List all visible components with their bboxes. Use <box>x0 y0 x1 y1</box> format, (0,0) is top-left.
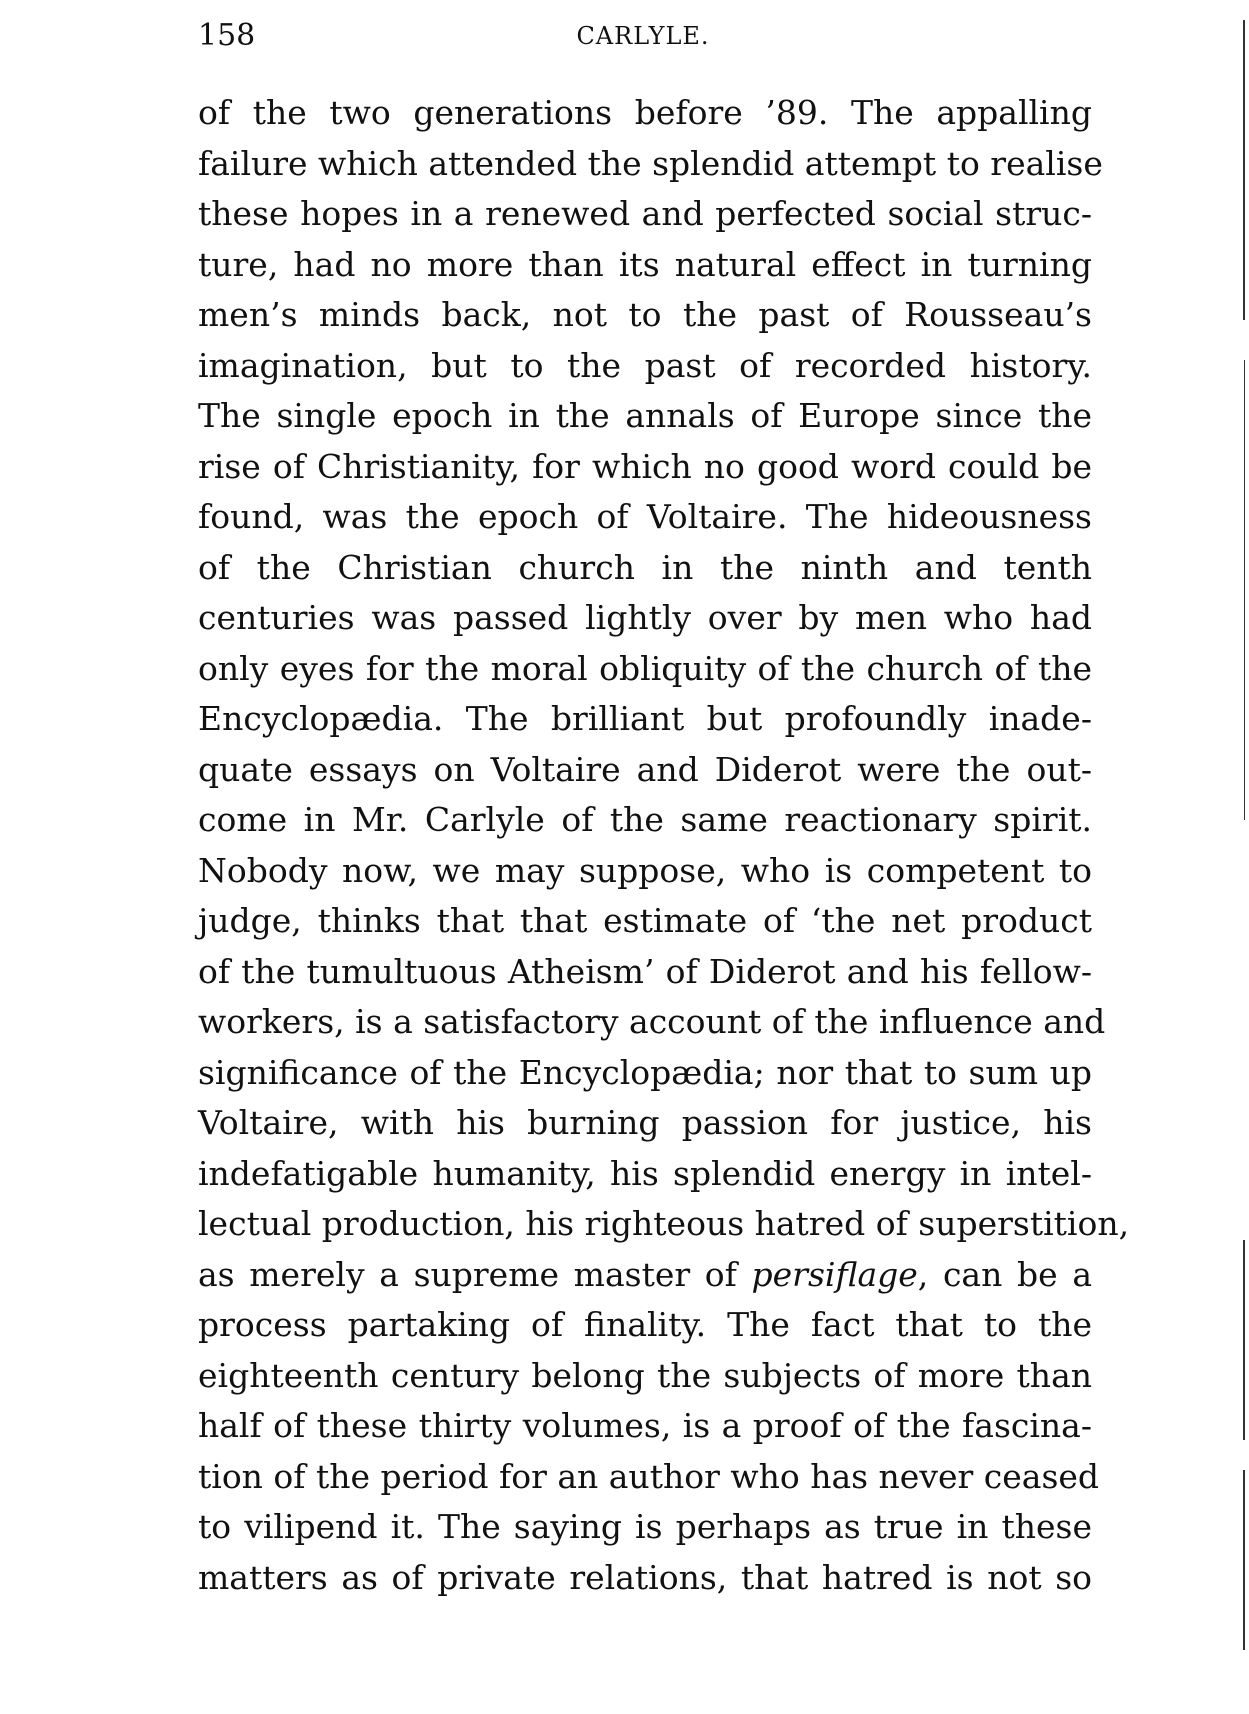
text-line: failure which attended the splendid attempt to realise <box>198 143 1103 183</box>
text-line: quate essays on Voltaire and Diderot were the out- <box>198 749 1092 789</box>
page-number: 158 <box>198 18 256 53</box>
text-line: centuries was passed lightly over by men who had <box>198 598 1092 637</box>
text-line: indefatigable humanity, his splendid energy in intel- <box>198 1153 1092 1193</box>
page-edge <box>1244 360 1245 820</box>
text-line: Nobody now, we may suppose, who is competent to <box>198 850 1092 890</box>
text-line: workers, is a satisfactory account of the influence and <box>198 1002 1106 1041</box>
page-edge <box>1243 20 1245 320</box>
text-line: come in Mr. Carlyle of the same reactionary spirit. <box>198 800 1092 839</box>
text-line: men’s minds back, not to the past of Rousseau’s <box>198 295 1092 334</box>
text-line: Encyclopædia. The brilliant but profoundly inade- <box>198 699 1092 738</box>
text-line: found, was the epoch of Voltaire. The hideousness <box>198 497 1092 536</box>
italic-word: persiflage <box>751 1254 918 1294</box>
text-line: of the Christian church in the ninth and tenth <box>198 547 1092 587</box>
text-line: rise of Christianity, for which no good word could be <box>198 446 1092 486</box>
page-edge <box>1243 1240 1245 1440</box>
text-line: tion of the period for an author who has never ceased <box>198 1456 1100 1496</box>
text-line: to vilipend it. The saying is perhaps as true in these <box>198 1507 1092 1546</box>
text-line: process partaking of finality. The fact that to the <box>198 1305 1092 1344</box>
body-text <box>198 88 1130 1603</box>
text-line: ture, had no more than its natural effect in turning <box>198 244 1092 284</box>
text-line: lectual production, his righteous hatred of superstition, <box>198 1204 1130 1243</box>
text-line: Voltaire, with his burning passion for justice, his <box>198 1103 1092 1142</box>
text-line: only eyes for the moral obliquity of the church of the <box>198 648 1092 688</box>
text-line: eighteenth century belong the subjects of more than <box>198 1355 1092 1395</box>
text-line: of the tumultuous Atheism’ of Diderot and his fellow- <box>198 951 1092 991</box>
text-line: half of these thirty volumes, is a proof of the fascina- <box>198 1406 1092 1445</box>
page-edge <box>1243 1470 1245 1650</box>
text-line: as merely a supreme master of persiflage, can be a <box>198 1254 1092 1294</box>
text-line: of the two generations before ’89. The appalling <box>198 93 1092 132</box>
text-line: these hopes in a renewed and perfected social struc- <box>198 194 1092 233</box>
page-header <box>198 18 1088 58</box>
text-line: matters as of private relations, that hatred is not so <box>198 1557 1092 1597</box>
text-line: imagination, but to the past of recorded history. <box>198 345 1092 385</box>
text-line: judge, thinks that that estimate of ‘the net product <box>198 901 1092 940</box>
text-line: significance of the Encyclopædia; nor that to sum up <box>198 1052 1092 1092</box>
text-line: The single epoch in the annals of Europe since the <box>198 396 1092 435</box>
running-head: CARLYLE. <box>576 22 710 50</box>
